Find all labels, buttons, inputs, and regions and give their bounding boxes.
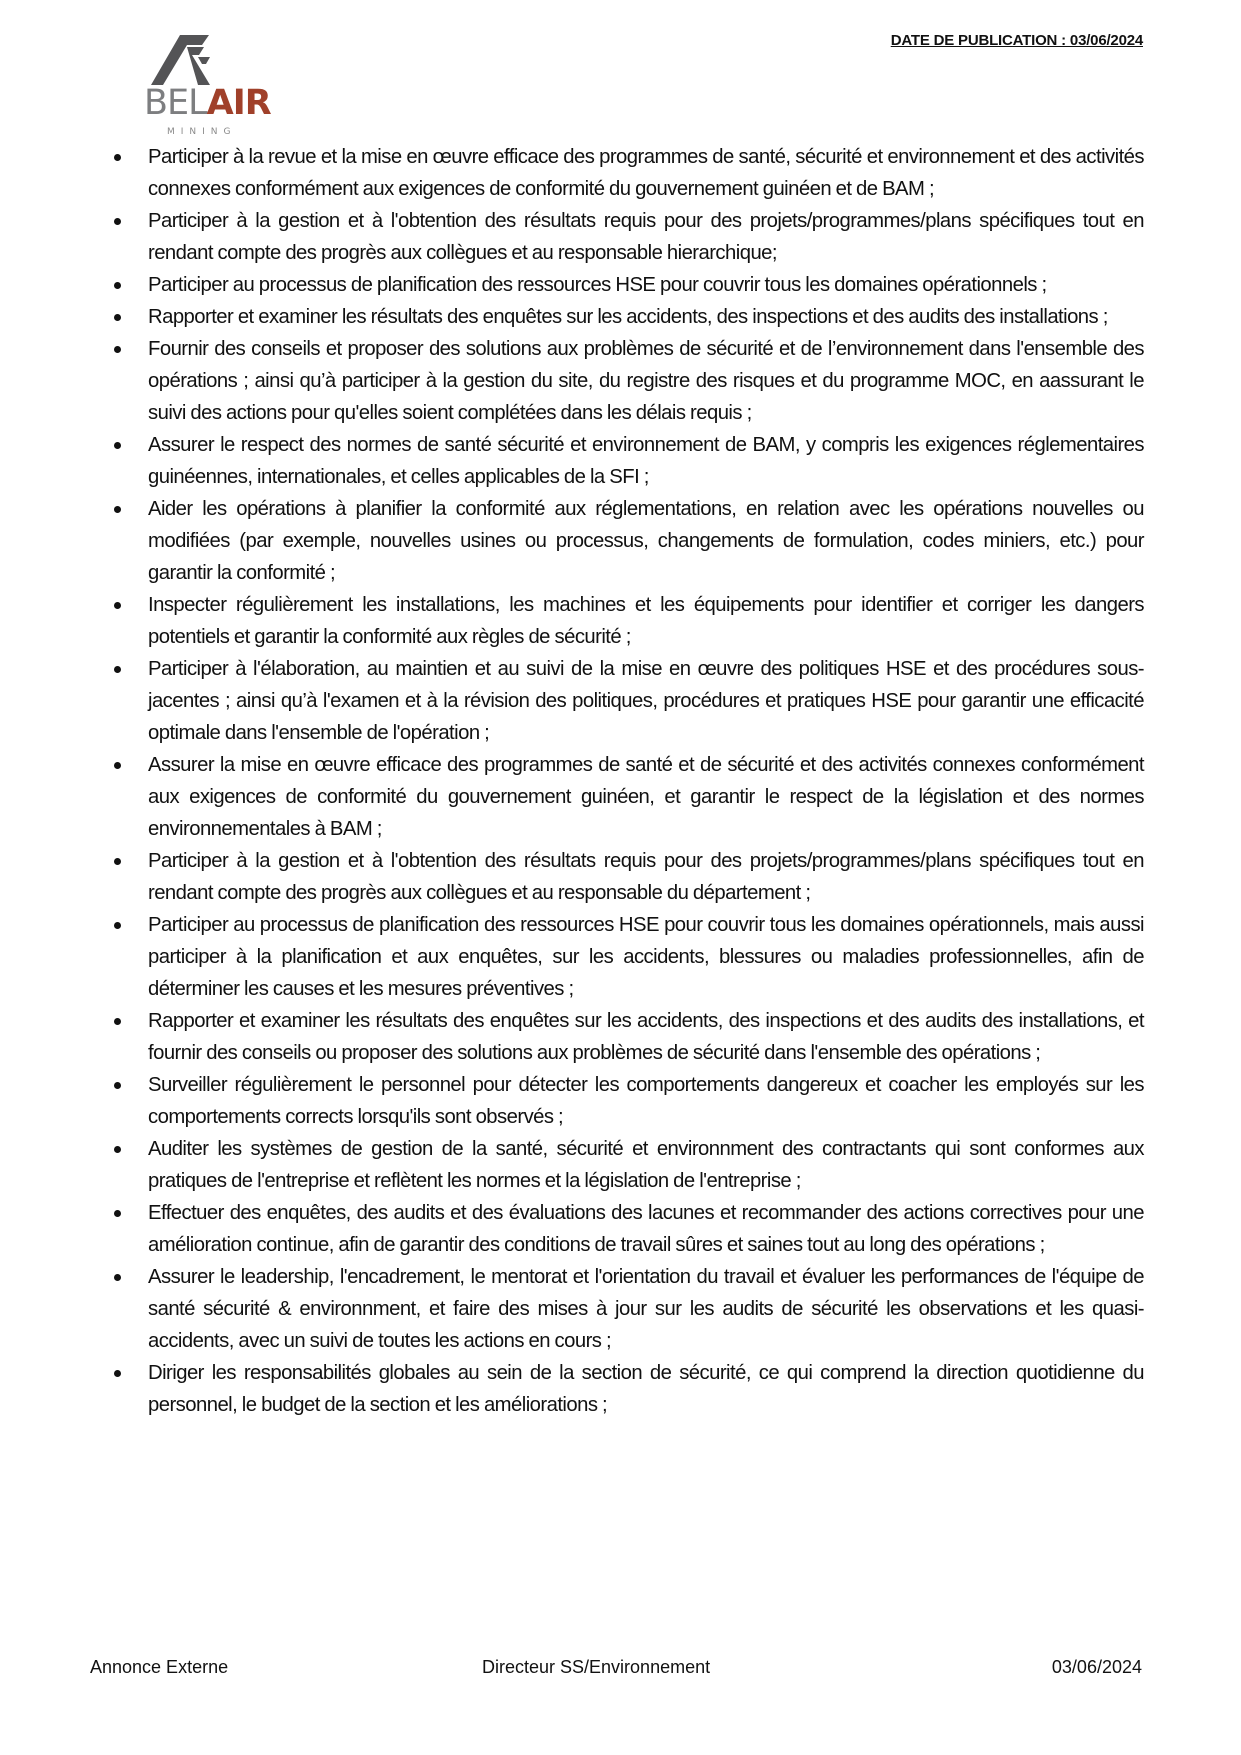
list-item: Participer à la revue et la mise en œuvre efficace des programmes de santé, sécurité et environnement et des activités connexes conformément aux exigences de conformité du gouvernement guinéen et de BAM ;	[110, 141, 1144, 205]
list-item: Participer à la gestion et à l'obtention des résultats requis pour des projets/programmes/plans spécifiques tout en rendant compte des progrès aux collègues et au responsable du département ;	[110, 845, 1144, 909]
list-item: Inspecter régulièrement les installations, les machines et les équipements pour identifier et corriger les dangers potentiels et garantir la conformité aux règles de sécurité ;	[110, 589, 1144, 653]
list-item: Rapporter et examiner les résultats des enquêtes sur les accidents, des inspections et des audits des installations, et fournir des conseils ou proposer des solutions aux problèmes de sécurité dans l'ensemble des opérations ;	[110, 1005, 1144, 1069]
responsibilities-list	[110, 141, 1144, 1421]
logo-wordmark	[144, 83, 271, 123]
list-item: Auditer les systèmes de gestion de la santé, sécurité et environnment des contractants qui sont conformes aux pratiques de l'entreprise et reflètent les normes et la législation de l'entreprise ;	[110, 1133, 1144, 1197]
company-logo	[140, 33, 270, 139]
list-item: Participer au processus de planification des ressources HSE pour couvrir tous les domaines opérationnels, mais aussi participer à la planification et aux enquêtes, sur les accidents, blessures ou maladies professionnelles, afin de déterminer les causes et les mesures préventives ;	[110, 909, 1144, 1005]
list-item: Surveiller régulièrement le personnel pour détecter les comportements dangereux et coacher les employés sur les comportements corrects lorsqu'ils sont observés ;	[110, 1069, 1144, 1133]
logo-word-air: AIR	[206, 83, 271, 123]
list-item: Effectuer des enquêtes, des audits et des évaluations des lacunes et recommander des actions correctives pour une amélioration continue, afin de garantir des conditions de travail sûres et saines tout au long des opérations ;	[110, 1197, 1144, 1261]
logo-subtitle: MINING	[167, 127, 237, 137]
belair-af-mark-icon	[140, 33, 270, 89]
list-item: Diriger les responsabilités globales au sein de la section de sécurité, ce qui comprend la direction quotidienne du personnel, le budget de la section et les améliorations ;	[110, 1357, 1144, 1421]
publication-date: DATE DE PUBLICATION : 03/06/2024	[890, 32, 1143, 49]
footer-announcement-type: Annonce Externe	[90, 1657, 229, 1677]
list-item: Aider les opérations à planifier la conformité aux réglementations, en relation avec les opérations nouvelles ou modifiées (par exemple, nouvelles usines ou processus, changements de formulation, codes miniers, etc.) pour garantir la conformité ;	[110, 493, 1144, 589]
footer-date: 03/06/2024	[1051, 1657, 1142, 1677]
list-item: Fournir des conseils et proposer des solutions aux problèmes de sécurité et de l’environnement dans l'ensemble des opérations ; ainsi qu’à participer à la gestion du site, du registre des risques et du programme MOC, en aassurant le suivi des actions pour qu'elles soient complétées dans les délais requis ;	[110, 333, 1144, 429]
list-item: Participer à l'élaboration, au maintien et au suivi de la mise en œuvre des politiques HSE et des procédures sous-jacentes ; ainsi qu’à l'examen et à la révision des politiques, procédures et pratiques HSE pour garantir une efficacité optimale dans l'ensemble de l'opération ;	[110, 653, 1144, 749]
logo-word-bel: BEL	[144, 83, 207, 123]
list-item: Participer au processus de planification des ressources HSE pour couvrir tous les domaines opérationnels ;	[110, 269, 1144, 301]
list-item: Participer à la gestion et à l'obtention des résultats requis pour des projets/programmes/plans spécifiques tout en rendant compte des progrès aux collègues et au responsable hierarchique;	[110, 205, 1144, 269]
footer-position-title: Directeur SS/Environnement	[482, 1657, 711, 1677]
page-footer	[90, 1657, 1142, 1681]
list-item: Assurer le respect des normes de santé sécurité et environnement de BAM, y compris les exigences réglementaires guinéennes, internationales, et celles applicables de la SFI ;	[110, 429, 1144, 493]
list-item: Assurer la mise en œuvre efficace des programmes de santé et de sécurité et des activités connexes conformément aux exigences de conformité du gouvernement guinéen, et garantir le respect de la législation et des normes environnementales à BAM ;	[110, 749, 1144, 845]
list-item: Rapporter et examiner les résultats des enquêtes sur les accidents, des inspections et des audits des installations ;	[110, 301, 1144, 333]
list-item: Assurer le leadership, l'encadrement, le mentorat et l'orientation du travail et évaluer les performances de l'équipe de santé sécurité & environnment, et faire des mises à jour sur les audits de sécurité les observations et les quasi-accidents, avec un suivi de toutes les actions en cours ;	[110, 1261, 1144, 1357]
